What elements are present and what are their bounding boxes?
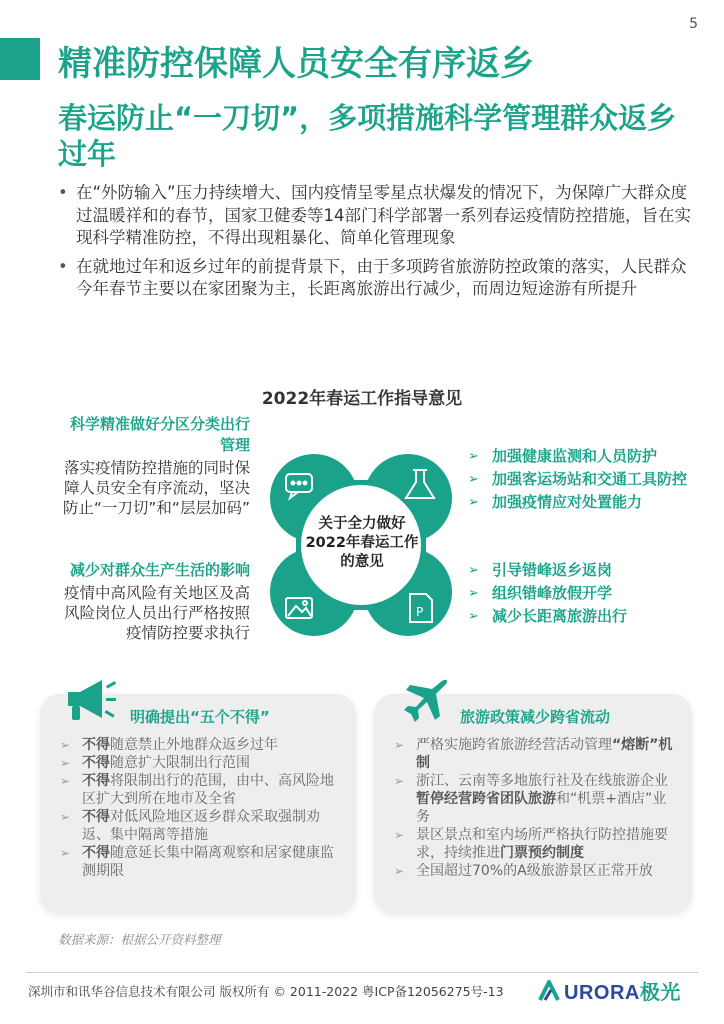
prohibition-text: 将限制出行的范围，由中、高风险地区扩大到所在地市及全省 (82, 773, 334, 807)
bullet-item: • 在就地过年和返乡过年的前提背景下，由于多项跨省旅游防控政策的落实，人民群众今年春节主要以在家团聚为主，长距离旅游出行减少，而周边短途游有所提升 (58, 256, 698, 301)
intro-bullets (58, 182, 698, 307)
policy-keyword: 暂停经营跨省团队旅游 (416, 791, 556, 807)
policy-keyword: 门票预约制度 (500, 845, 584, 861)
left-top-body: 落实疫情防控措施的同时保障人员安全有序流动，坚决防止“一刀切”和“层层加码” (62, 459, 250, 517)
right-bottom-list (468, 560, 698, 629)
policy-text: 全国超过70%的A级旅游景区正常开放 (416, 863, 653, 879)
policy-text: 景区景点和室内场所严格执行防控措施要求，持续推进 (416, 827, 668, 861)
aurora-logo-icon (538, 978, 564, 1004)
prohibition-keyword: 不得 (82, 737, 110, 753)
logo-cn: 极光 (639, 982, 681, 1004)
page-title: 精准防控保障人员安全有序返乡 (58, 44, 534, 84)
right-bottom-item: ➢ 引导错峰返乡返岗 (468, 560, 698, 581)
right-top-item: ➢ 加强疫情应对处置能力 (468, 492, 698, 513)
card-right-list (390, 736, 680, 880)
policy-text: 浙江、云南等多地旅行社及在线旅游企业 (416, 773, 668, 789)
copyright-text: 深圳市和讯华谷信息技术有限公司 版权所有 © 2011-2022 粤ICP备12056275号-13 (28, 984, 504, 999)
card-left-list (56, 736, 344, 880)
right-bottom-item: ➢ 组织错峰放假开学 (468, 583, 698, 604)
data-source-note: 数据来源：根据公开资料整理 (58, 932, 221, 947)
logo-text (564, 976, 681, 1005)
footer-divider (26, 972, 698, 973)
prohibition-text: 随意扩大限制出行范围 (110, 755, 250, 771)
card-right-title: 旅游政策减少跨省流动 (460, 708, 611, 726)
policy-item (390, 736, 680, 772)
prohibition-item (56, 808, 344, 844)
svg-text:P: P (416, 605, 424, 619)
policy-item (390, 772, 680, 826)
prohibition-text: 随意延长集中隔离观察和居家健康监测期限 (82, 845, 334, 879)
left-top-block (58, 414, 250, 518)
prohibition-text: 对低风险地区返乡群众采取强制劝返、集中隔离等措施 (82, 809, 320, 843)
right-bottom-item: ➢ 减少长距离旅游出行 (468, 606, 698, 627)
page-number: 5 (689, 16, 698, 32)
logo-latin: URORA (564, 982, 640, 1004)
policy-item (390, 862, 680, 880)
prohibition-item (56, 772, 344, 808)
left-bottom-heading: 减少对群众生产生活的影响 (69, 561, 250, 579)
prohibition-item (56, 844, 344, 880)
page-subtitle: 春运防止“一刀切”，多项措施科学管理群众返乡过年 (58, 101, 677, 171)
prohibition-text: 随意禁止外地群众返乡过年 (110, 737, 278, 753)
prohibition-keyword: 不得 (82, 773, 110, 789)
left-top-heading: 科学精准做好分区分类出行管理 (69, 415, 250, 454)
aurora-logo (538, 974, 718, 1006)
guide-title: 2022年春运工作指导意见 (261, 389, 463, 409)
card-left-title: 明确提出“五个不得” (130, 708, 270, 726)
right-top-item: ➢ 加强客运场站和交通工具防控 (468, 469, 698, 490)
policy-item (390, 826, 680, 862)
prohibition-item (56, 736, 344, 754)
prohibition-keyword: 不得 (82, 845, 110, 861)
megaphone-icon (58, 672, 118, 726)
policy-text: 和“机票+酒店”业务 (416, 791, 667, 825)
clover-center-label: 关于全力做好2022年春运工作的意见 (305, 516, 419, 570)
right-top-list (468, 446, 698, 515)
airplane-icon (400, 676, 450, 726)
left-bottom-body: 疫情中高风险有关地区及高风险岗位人员出行严格按照疫情防控要求执行 (63, 584, 250, 642)
tourism-policy-card (374, 694, 692, 914)
policy-keyword: “熔断”机制 (416, 737, 673, 771)
left-bottom-block (58, 560, 250, 643)
prohibition-keyword: 不得 (82, 755, 110, 771)
prohibition-keyword: 不得 (82, 809, 110, 825)
title-accent-bar (0, 38, 40, 80)
five-prohibitions-card (40, 694, 356, 914)
right-top-item: ➢ 加强健康监测和人员防护 (468, 446, 698, 467)
policy-text: 严格实施跨省旅游经营活动管理 (416, 737, 612, 753)
prohibition-item (56, 754, 344, 772)
bullet-item: • 在“外防输入”压力持续增大、国内疫情呈零星点状爆发的情况下，为保障广大群众度过温暖祥和的春节，国家卫健委等14部门科学部署一系列春运疫情防控措施，旨在实现科学精准防控，不得出现粗暴化、简单化管理现象 (58, 182, 698, 250)
